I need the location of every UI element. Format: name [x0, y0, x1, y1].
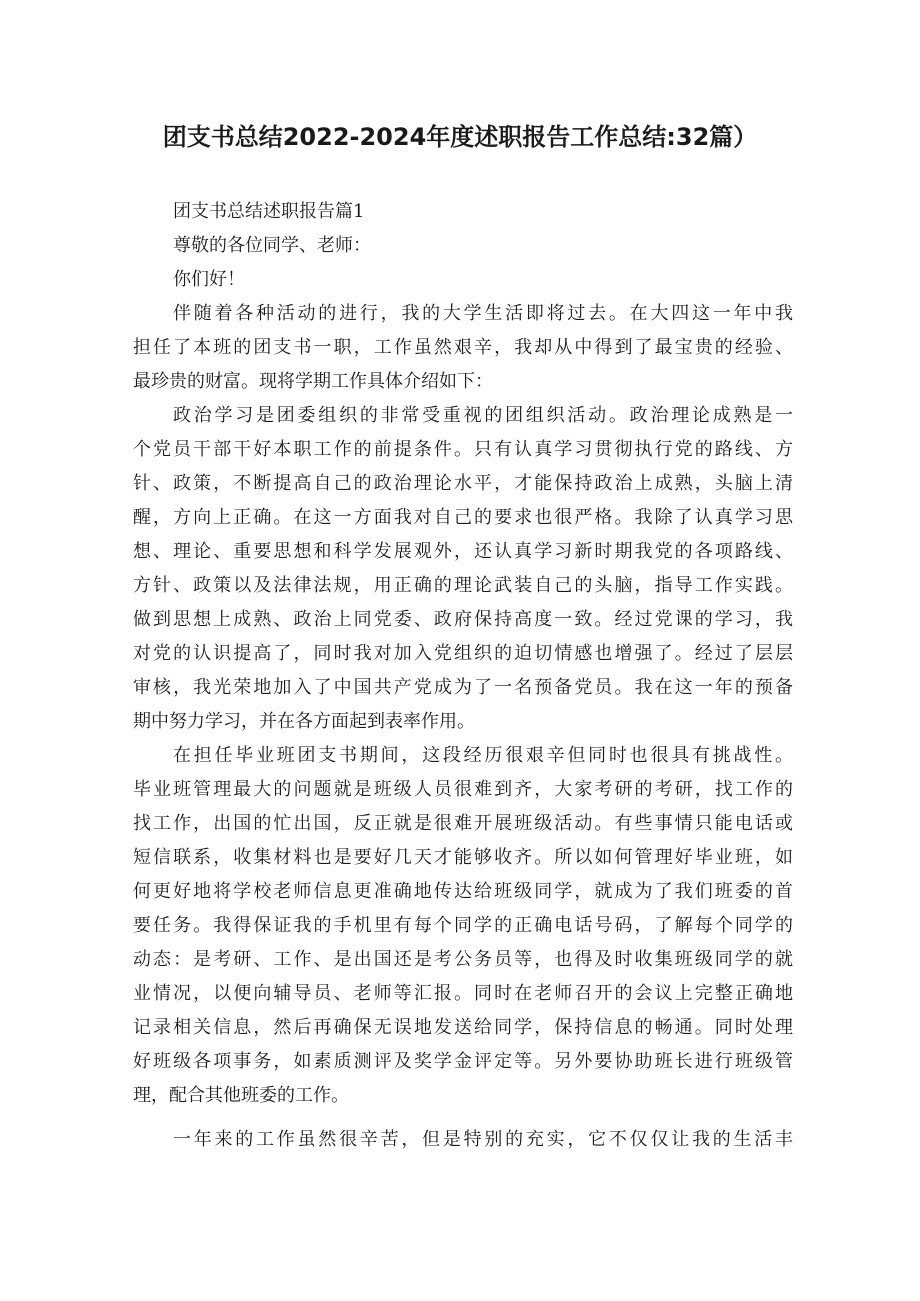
paragraph-2 [133, 399, 793, 739]
paragraph-line: 找工作，出国的忙出国，反正就是很难开展班级活动。有些事情只能电话或 [133, 813, 793, 834]
paragraph-4 [133, 1123, 793, 1157]
paragraph-line: 一年来的工作虽然很辛苦，但是特别的充实，它不仅仅让我的生活丰 [173, 1129, 793, 1150]
document-title: 团支书总结2022-2024年度述职报告工作总结:32篇） [162, 123, 758, 151]
paragraph-1 [133, 297, 793, 399]
paragraph-line: 针、政策，不断提高自己的政治理论水平，才能保持政治上成熟，头脑上清 [133, 473, 793, 494]
paragraph-line: 业情况，以便向辅导员、老师等汇报。同时在老师召开的会议上完整正确地 [133, 983, 793, 1004]
paragraph-line: 期中努力学习，并在各方面起到表率作用。 [133, 711, 475, 732]
paragraph-line: 政治学习是团委组织的非常受重视的团组织活动。政治理论成熟是一 [173, 405, 793, 426]
paragraph-line: 担任了本班的团支书一职，工作虽然艰辛，我却从中得到了最宝贵的经验、 [133, 337, 793, 358]
paragraph-line: 审核，我光荣地加入了中国共产党成为了一名预备党员。我在这一年的预备 [133, 677, 793, 698]
greeting: 你们好！ [173, 269, 245, 290]
paragraph-line: 动态：是考研、工作、是出国还是考公务员等，也得及时收集班级同学的就 [133, 949, 793, 970]
paragraph-line: 方针、政策以及法律法规，用正确的理论武装自己的头脑，指导工作实践。 [133, 575, 793, 596]
paragraph-line: 最珍贵的财富。现将学期工作具体介绍如下： [133, 371, 493, 392]
paragraph-line: 毕业班管理最大的问题就是班级人员很难到齐，大家考研的考研，找工作的 [133, 779, 793, 800]
document-body [133, 195, 793, 1157]
section-heading: 团支书总结述职报告篇1 [173, 201, 365, 222]
paragraph-line: 短信联系，收集材料也是要好几天才能够收齐。所以如何管理好毕业班，如 [133, 847, 793, 868]
paragraph-line: 个党员干部干好本职工作的前提条件。只有认真学习贯彻执行党的路线、方 [133, 439, 793, 460]
paragraph-line: 对党的认识提高了，同时我对加入党组织的迫切情感也增强了。经过了层层 [133, 643, 793, 664]
paragraph-line: 何更好地将学校老师信息更准确地传达给班级同学，就成为了我们班委的首 [133, 881, 793, 902]
paragraph-3 [133, 739, 793, 1113]
paragraph-line: 要任务。我得保证我的手机里有每个同学的正确电话号码，了解每个同学的 [133, 915, 793, 936]
salutation: 尊敬的各位同学、老师： [173, 235, 371, 256]
paragraph-line: 在担任毕业班团支书期间，这段经历很艰辛但同时也很具有挑战性。 [173, 745, 793, 766]
paragraph-line: 好班级各项事务，如素质测评及奖学金评定等。另外要协助班长进行班级管 [133, 1051, 793, 1072]
paragraph-line: 醒，方向上正确。在这一方面我对自己的要求也很严格。我除了认真学习思 [133, 507, 793, 528]
paragraph-line: 伴随着各种活动的进行，我的大学生活即将过去。在大四这一年中我 [173, 303, 793, 324]
paragraph-line: 做到思想上成熟、政治上同党委、政府保持高度一致。经过党课的学习，我 [133, 609, 793, 630]
paragraph-line: 记录相关信息，然后再确保无误地发送给同学，保持信息的畅通。同时处理 [133, 1017, 793, 1038]
paragraph-line: 理，配合其他班委的工作。 [133, 1085, 349, 1106]
paragraph-line: 想、理论、重要思想和科学发展观外，还认真学习新时期我党的各项路线、 [133, 541, 793, 562]
